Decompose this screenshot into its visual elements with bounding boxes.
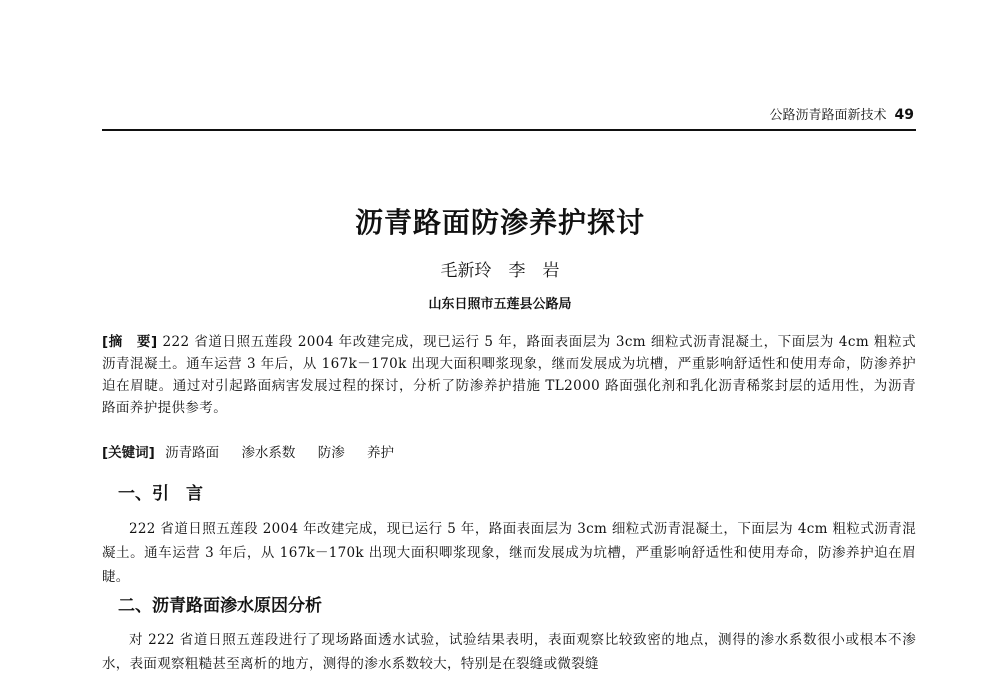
keyword: 防渗 (317, 445, 345, 461)
abstract-text: 222 省道日照五莲段 2004 年改建完成，现已运行 5 年，路面表面层为 3cm 细粒式沥青混凝土，下面层为 4cm 粗粒式沥青混凝土。通车运营 3 年后，从 167k－170k 出现大面积唧浆现象，继而发展成为坑槽，严重影响舒适性和使用寿命，防渗养护迫在眉睫。通过对引起路面病害发展过程的探讨，分析了防渗养护措施 TL2000 路面强化剂和乳化沥青稀浆封层的适用性，为沥青路面养护提供参考。 (102, 334, 916, 416)
section-paragraph-introduction: 222 省道日照五莲段 2004 年改建完成，现已运行 5 年，路面表面层为 3cm 细粒式沥青混凝土，下面层为 4cm 粗粒式沥青混凝土。通车运营 3 年后，从 167k－170k 出现大面积唧浆现象，继而发展成为坑槽，严重影响舒适性和使用寿命，防渗养护迫在眉睫。 (102, 521, 916, 585)
section-heading-introduction: 一、引 言 (118, 484, 203, 504)
header-rule (102, 129, 916, 131)
keyword: 沥青路面 (165, 445, 220, 461)
keyword: 渗水系数 (241, 445, 296, 461)
abstract-label: [摘 要] (102, 334, 158, 350)
section-heading-seepage-analysis: 二、沥青路面渗水原因分析 (118, 596, 322, 616)
keyword: 养护 (367, 445, 395, 461)
keywords-label: [关键词] (102, 445, 155, 461)
running-header (770, 107, 915, 124)
section-paragraph-seepage-analysis: 对 222 省道日照五莲段进行了现场路面透水试验，试验结果表明，表面观察比较致密的地点，测得的渗水系数很小或根本不渗水，表面观察粗糙甚至离析的地方，测得的渗水系数较大，特别是在裂缝或微裂缝 (102, 632, 916, 672)
article-title: 沥青路面防渗养护探讨 (354, 206, 645, 239)
article-affiliation: 山东日照市五莲县公路局 (428, 297, 572, 312)
keywords (102, 442, 916, 464)
abstract (102, 331, 916, 419)
journal-name: 公路沥青路面新技术 (769, 108, 887, 123)
article-authors: 毛新玲 李 岩 (440, 261, 560, 281)
page-number: 49 (894, 107, 914, 123)
